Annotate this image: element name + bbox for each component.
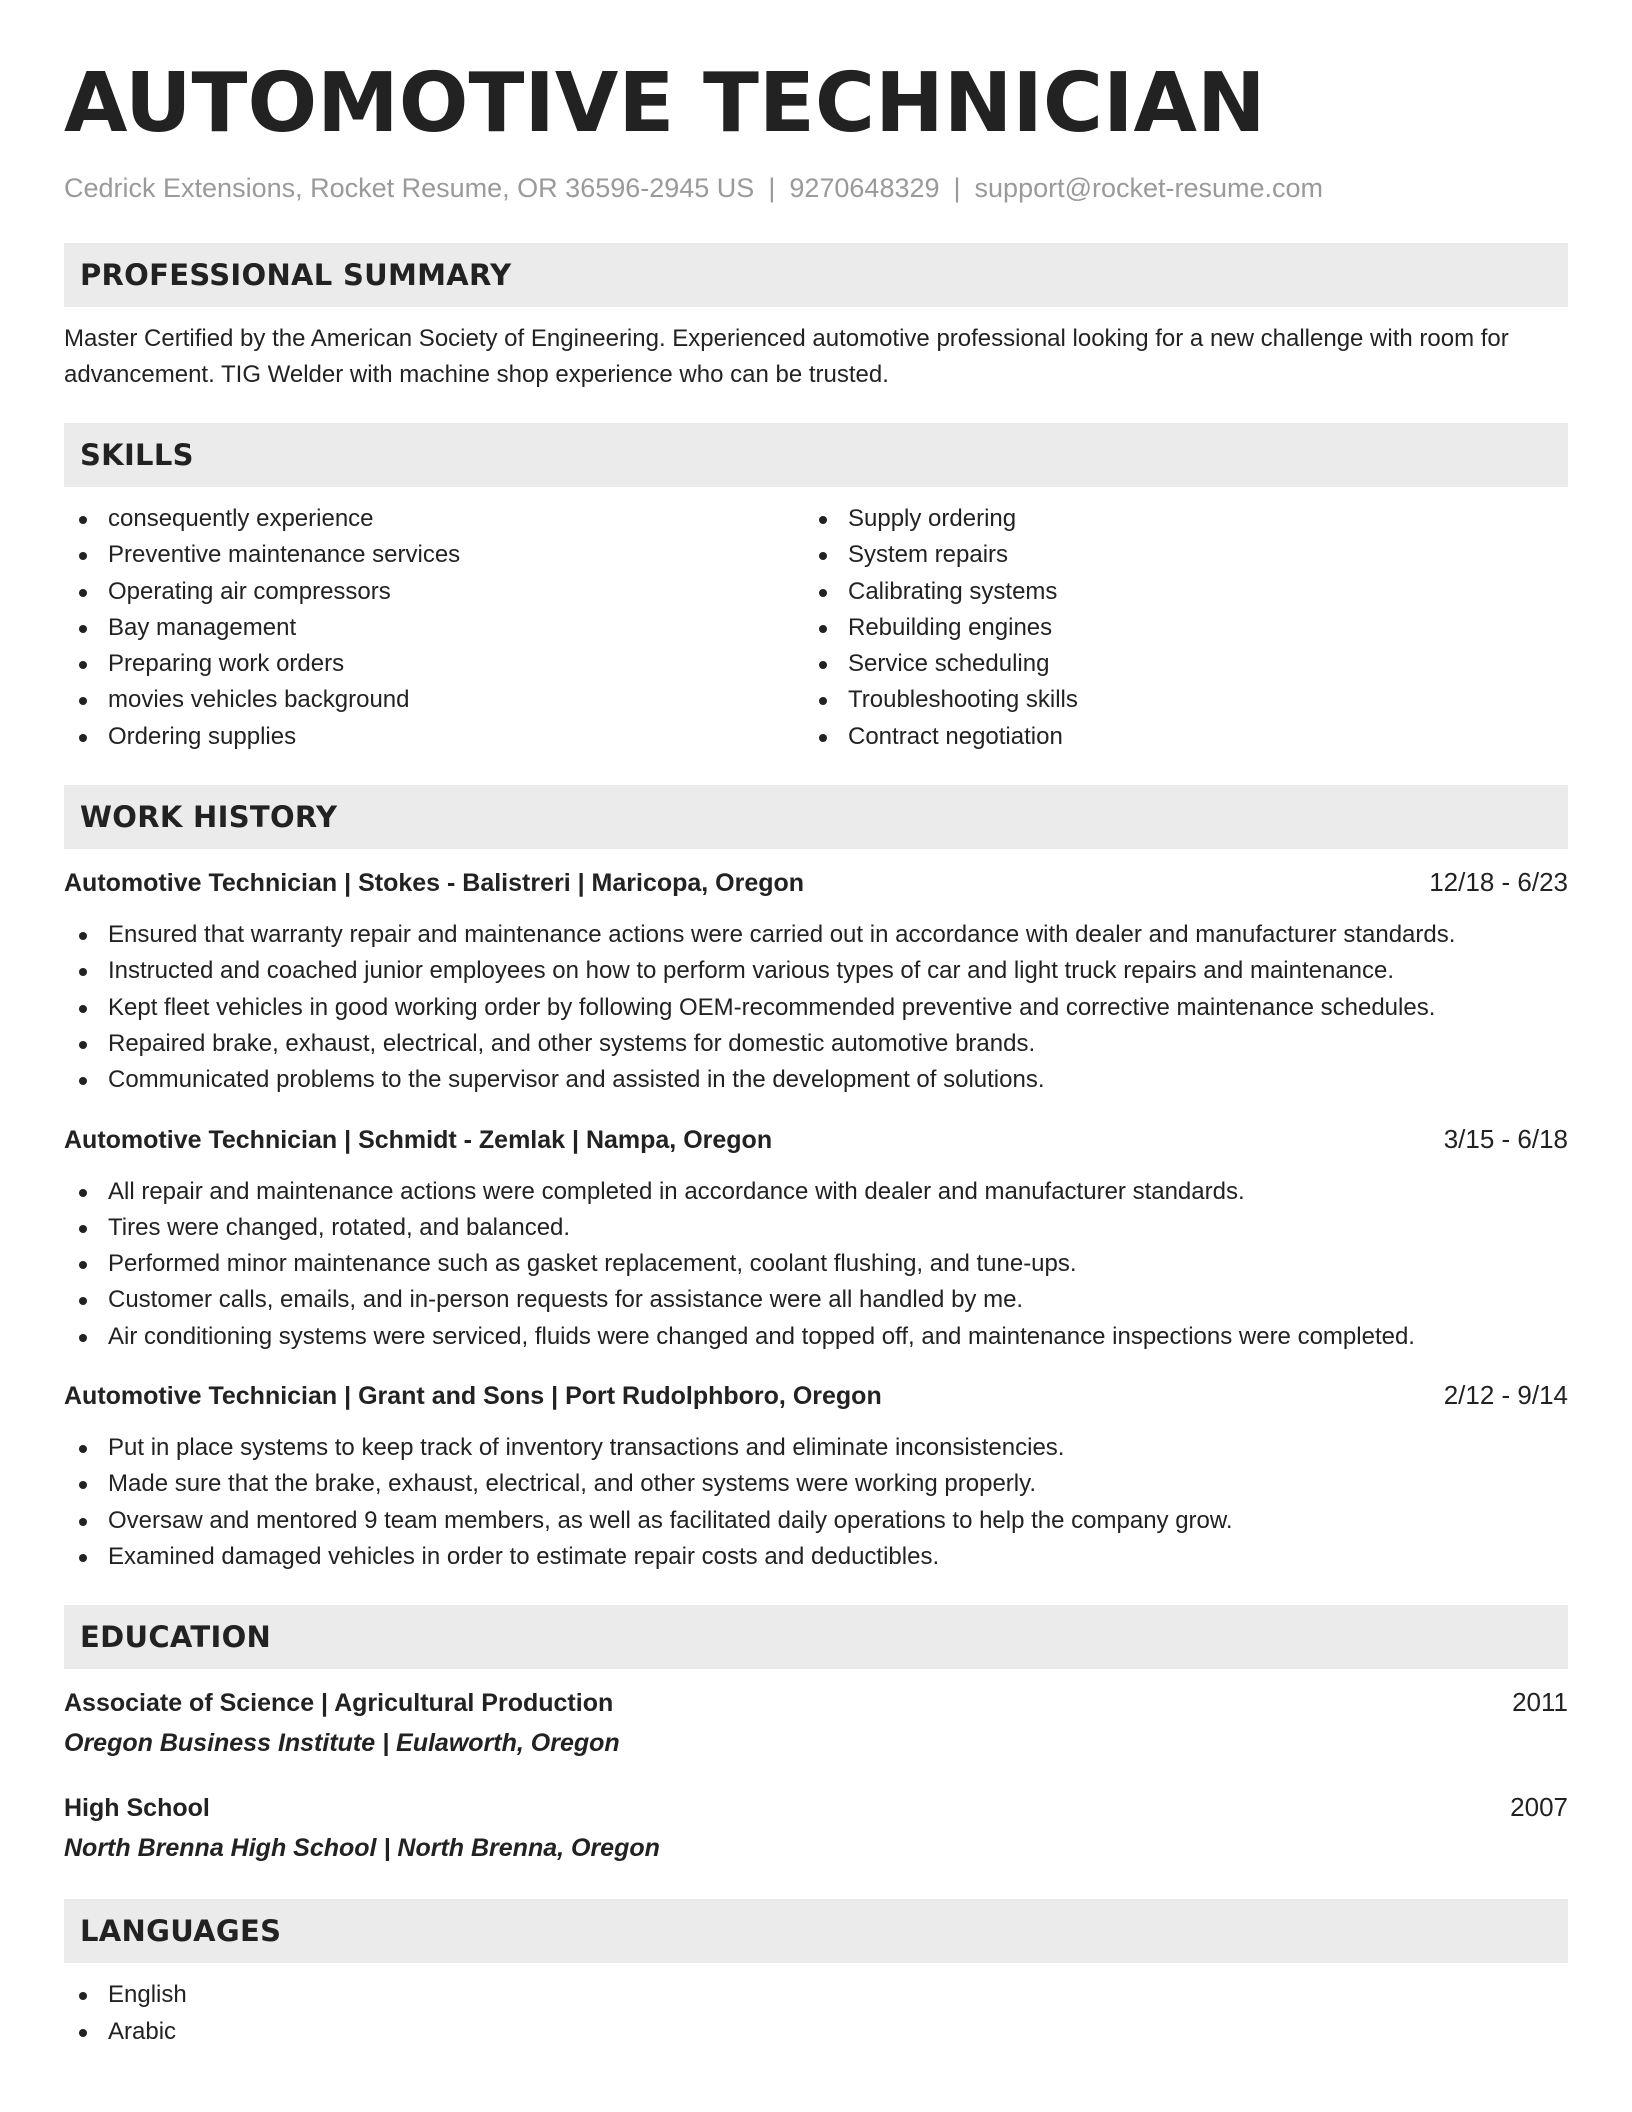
section-heading-languages: LANGUAGES [64, 1899, 1568, 1963]
skill-item: Preparing work orders [64, 646, 804, 682]
language-item: English [64, 1977, 1568, 2013]
skill-item: Service scheduling [804, 646, 1544, 682]
job-bullet: Put in place systems to keep track of inventory transactions and eliminate inconsistencies. [64, 1430, 1568, 1466]
contact-separator: | [768, 173, 776, 203]
skill-item: Troubleshooting skills [804, 682, 1544, 718]
skill-item: Preventive maintenance services [64, 537, 804, 573]
job-entry [64, 1122, 1568, 1355]
job-dates: 12/18 - 6/23 [1429, 867, 1568, 898]
job-bullet: Made sure that the brake, exhaust, electrical, and other systems were working properly. [64, 1466, 1568, 1502]
job-entry [64, 1378, 1568, 1575]
education-header [64, 1790, 1568, 1825]
job-bullet: Air conditioning systems were serviced, fluids were changed and topped off, and maintenance inspections were completed. [64, 1319, 1568, 1355]
job-dates: 2/12 - 9/14 [1443, 1380, 1568, 1411]
contact-address: Cedrick Extensions, Rocket Resume, OR 36596-2945 US [64, 173, 755, 203]
education-year: 2011 [1512, 1687, 1568, 1718]
contact-line [64, 170, 1568, 206]
contact-phone: 9270648329 [789, 173, 940, 203]
skill-item: Ordering supplies [64, 719, 804, 755]
skills-list [64, 501, 1568, 755]
job-bullet: Kept fleet vehicles in good working order by following OEM-recommended preventive and corrective maintenance schedules. [64, 990, 1568, 1026]
job-bullet: Repaired brake, exhaust, electrical, and other systems for domestic automotive brands. [64, 1026, 1568, 1062]
job-bullet: Examined damaged vehicles in order to estimate repair costs and deductibles. [64, 1539, 1568, 1575]
job-header [64, 1378, 1568, 1413]
education-header [64, 1685, 1568, 1720]
section-heading-skills: SKILLS [64, 423, 1568, 487]
summary-text: Master Certified by the American Society of Engineering. Experienced automotive professional looking for a new challenge with room for advancement. TIG Welder with machine shop experience who can be trusted. [64, 325, 1509, 388]
job-bullet: Oversaw and mentored 9 team members, as well as facilitated daily operations to help the company grow. [64, 1503, 1568, 1539]
education-school: North Brenna High School | North Brenna, Oregon [64, 1834, 660, 1863]
job-bullet: Performed minor maintenance such as gasket replacement, coolant flushing, and tune-ups. [64, 1246, 1568, 1282]
job-header [64, 865, 1568, 900]
language-item: Arabic [64, 2014, 1568, 2050]
skill-item: Contract negotiation [804, 719, 1544, 755]
job-bullet: Customer calls, emails, and in-person requests for assistance were all handled by me. [64, 1282, 1568, 1318]
education-school: Oregon Business Institute | Eulaworth, Oregon [64, 1729, 620, 1758]
section-heading-summary: PROFESSIONAL SUMMARY [64, 243, 1568, 307]
skills-column-left [64, 501, 804, 755]
skill-item: System repairs [804, 537, 1544, 573]
job-bullet: Tires were changed, rotated, and balanced. [64, 1210, 1568, 1246]
skills-column-right [804, 501, 1544, 755]
job-entry [64, 865, 1568, 1098]
education-entry [64, 1790, 1568, 1865]
skill-item: Operating air compressors [64, 574, 804, 610]
skill-item: consequently experience [64, 501, 804, 537]
job-title: Automotive Technician | Grant and Sons | Port Rudolphboro, Oregon [64, 1382, 882, 1411]
education-year: 2007 [1510, 1792, 1568, 1823]
contact-separator: | [953, 173, 961, 203]
job-title: Automotive Technician | Schmidt - Zemlak | Nampa, Oregon [64, 1125, 773, 1154]
education-degree: Associate of Science | Agricultural Production [64, 1689, 614, 1718]
education-entry [64, 1685, 1568, 1760]
job-bullet: Instructed and coached junior employees on how to perform various types of car and light truck repairs and maintenance. [64, 953, 1568, 989]
section-heading-work-history: WORK HISTORY [64, 785, 1568, 849]
job-title: Automotive Technician | Stokes - Balistreri | Maricopa, Oregon [64, 869, 805, 898]
job-bullet: All repair and maintenance actions were completed in accordance with dealer and manufacturer standards. [64, 1174, 1568, 1210]
languages-list [64, 1977, 1568, 2050]
skill-item: movies vehicles background [64, 682, 804, 718]
job-bullet: Ensured that warranty repair and maintenance actions were carried out in accordance with dealer and manufacturer standards. [64, 917, 1568, 953]
resume-title: AUTOMOTIVE TECHNICIAN [64, 56, 1266, 151]
contact-email: support@rocket-resume.com [974, 173, 1324, 203]
job-bullet: Communicated problems to the supervisor and assisted in the development of solutions. [64, 1062, 1568, 1098]
job-header [64, 1122, 1568, 1157]
section-heading-education: EDUCATION [64, 1605, 1568, 1669]
education-degree: High School [64, 1794, 210, 1823]
skill-item: Bay management [64, 610, 804, 646]
skill-item: Supply ordering [804, 501, 1544, 537]
skill-item: Calibrating systems [804, 574, 1544, 610]
skill-item: Rebuilding engines [804, 610, 1544, 646]
job-dates: 3/15 - 6/18 [1443, 1123, 1568, 1154]
